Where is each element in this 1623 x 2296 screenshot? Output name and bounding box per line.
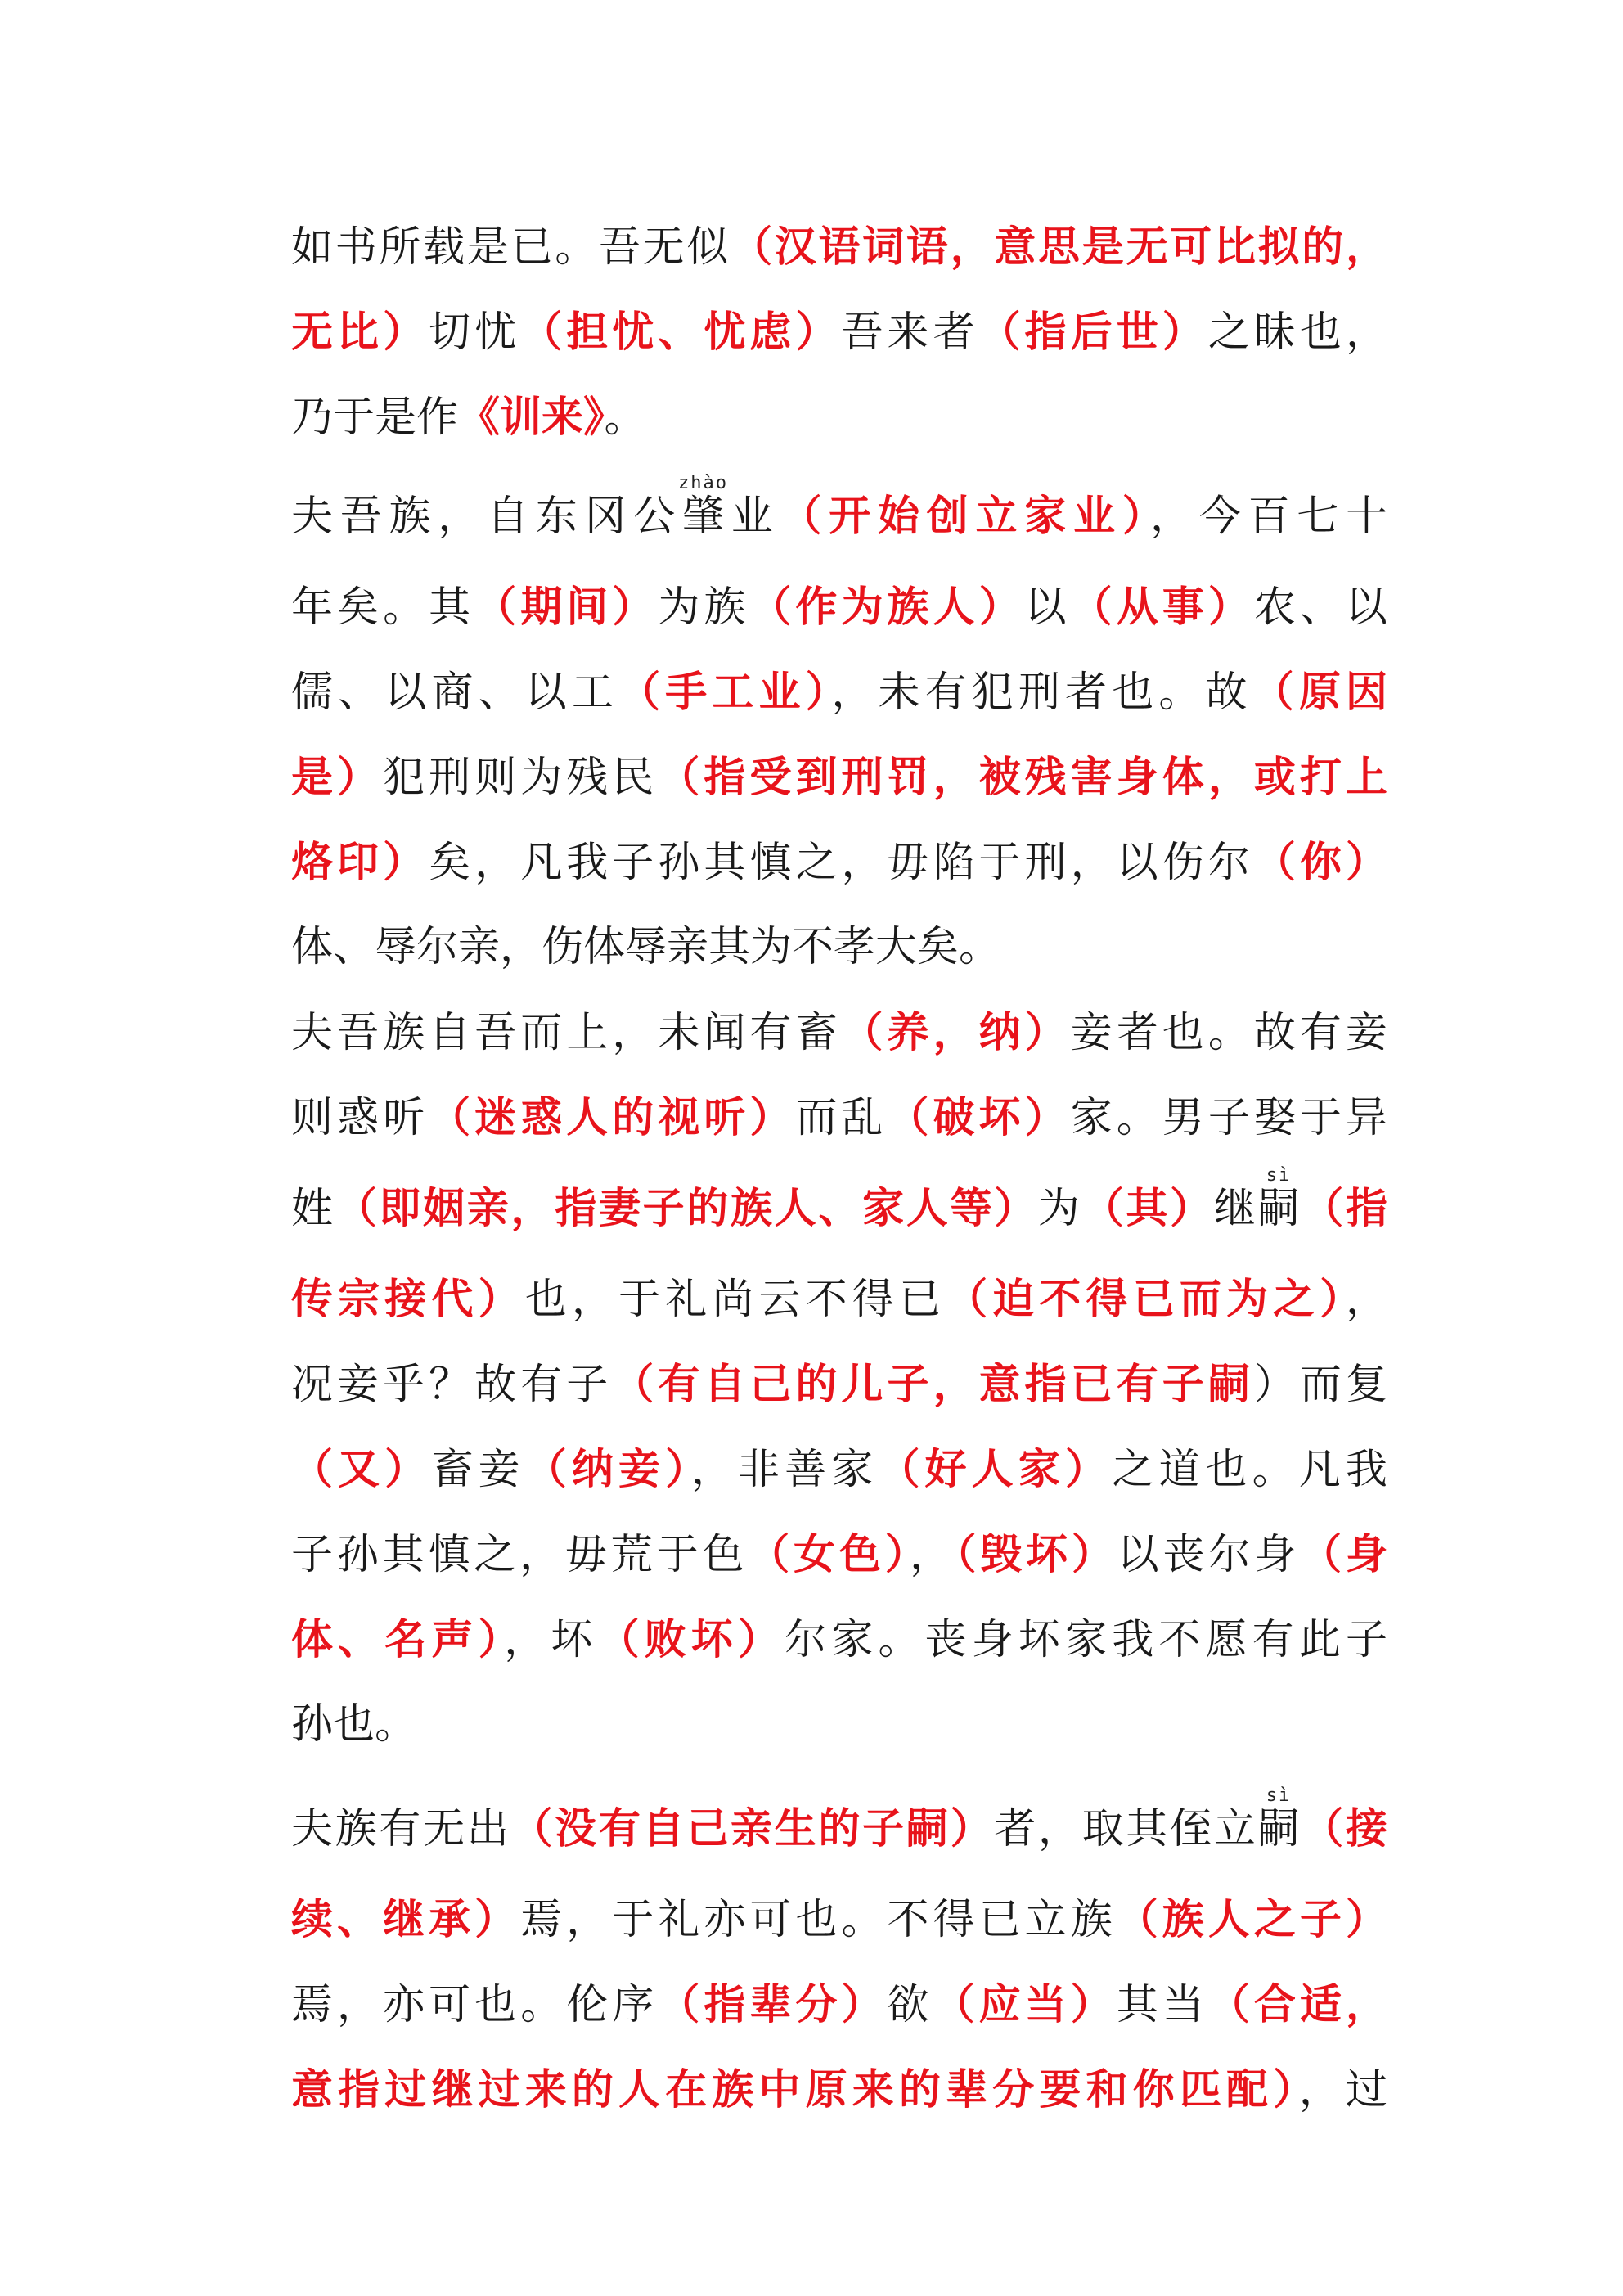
- annotation-text: 意指过继过来的人在族中原来的辈分要和你匹配）: [291, 2065, 1299, 2114]
- body-text: 如书所载是已。吾无似: [291, 223, 731, 272]
- text-line: [291, 735, 1387, 820]
- annotation-text: （你）: [1253, 838, 1387, 887]
- body-text: ，过: [1298, 2066, 1387, 2114]
- annotation-text: （原因: [1252, 668, 1387, 717]
- annotation-text: （又）: [291, 1445, 432, 1494]
- text-line: [291, 1427, 1387, 1512]
- annotation-text: （毁坏）: [955, 1530, 1117, 1579]
- annotation-text: （作为族人）: [749, 583, 1025, 632]
- body-text: 家。男子娶于异: [1070, 1094, 1387, 1142]
- body-text: 农、以: [1253, 583, 1387, 632]
- annotation-text: （养，纳）: [841, 1008, 1071, 1057]
- annotation-text: （纳妾）: [524, 1445, 691, 1494]
- annotation-text: （迫不得已而为之）: [946, 1275, 1346, 1324]
- body-text: 乃于是作: [291, 394, 459, 442]
- text-line: [291, 1342, 1387, 1427]
- annotation-text: 体、名声）: [291, 1615, 505, 1664]
- annotation-text: 无比）: [291, 308, 429, 357]
- text-line: [291, 1781, 1387, 1877]
- annotation-text: （手工业）: [618, 668, 832, 717]
- paragraph-no-concubine: [291, 990, 1387, 1767]
- text-line: [291, 1160, 1387, 1257]
- body-text: 矣，凡我子孙其慎之，毋陷于刑，以伤尔: [429, 839, 1254, 887]
- annotation-text: （身: [1300, 1530, 1387, 1579]
- body-text: 子孙其慎之，毋荒于色: [291, 1531, 749, 1579]
- text-line: [291, 650, 1387, 735]
- annotated-character: [678, 473, 728, 541]
- body-text: ，: [1345, 1276, 1387, 1324]
- annotation-text: （指辈分）: [658, 1980, 888, 2029]
- body-text: 夫吾族自吾而上，未闻有畜: [291, 1009, 842, 1057]
- annotation-text: （指: [1302, 1184, 1387, 1233]
- body-text: ，坏: [504, 1616, 598, 1664]
- paragraph-intro: [291, 205, 1387, 460]
- annotated-character: [1257, 1785, 1302, 1853]
- body-text: 体、辱尔亲，伤体辱亲其为不孝大矣。: [291, 923, 1001, 971]
- body-text: 业: [724, 493, 780, 541]
- text-line: [291, 820, 1387, 905]
- text-line: [291, 1877, 1387, 1962]
- body-text: 继: [1213, 1185, 1258, 1233]
- text-line: [291, 1682, 1387, 1767]
- text-line: [291, 1075, 1387, 1160]
- text-line: [291, 2047, 1387, 2132]
- pinyin-annotation: zhào: [678, 473, 728, 493]
- body-text: 之道也。凡我: [1112, 1446, 1387, 1494]
- body-text: 以: [1024, 583, 1071, 632]
- body-text: 也，于礼尚云不得已: [524, 1276, 946, 1324]
- body-text: 焉，于礼亦可也。不得已立族: [520, 1896, 1117, 1944]
- text-line: [291, 375, 1387, 460]
- body-text: 夫吾族，自东冈公: [291, 493, 682, 541]
- text-line: [291, 205, 1387, 290]
- text-line: [291, 1257, 1387, 1342]
- text-line: [291, 565, 1387, 650]
- body-text: ）而复: [1253, 1361, 1387, 1409]
- annotation-text: （指受到刑罚，被残害身体，或打上: [658, 753, 1387, 802]
- annotation-text: （女色）: [748, 1530, 910, 1579]
- body-text: 为: [1037, 1185, 1082, 1233]
- character: 嗣: [1257, 1185, 1302, 1233]
- text-line: [291, 1962, 1387, 2047]
- annotation-text: 传宗接代）: [291, 1275, 525, 1324]
- annotation-text: （有自己的儿子，意指已有子嗣: [612, 1360, 1254, 1409]
- body-text: 为族: [658, 583, 750, 632]
- annotation-text: （族人之子）: [1116, 1895, 1387, 1944]
- body-text: 其当: [1116, 1981, 1208, 2029]
- body-text: 儒、以商、以工: [291, 669, 619, 717]
- paragraph-no-crime: [291, 468, 1387, 990]
- annotation-text: （好人家）: [878, 1445, 1113, 1494]
- annotation-text: （败坏）: [597, 1615, 785, 1664]
- annotation-text: （破坏）: [887, 1093, 1071, 1142]
- text-line: [291, 1597, 1387, 1682]
- body-text: 孙也。: [291, 1700, 417, 1749]
- body-text: 年矣。其: [291, 583, 475, 632]
- body-text: 以丧尔身: [1117, 1531, 1301, 1579]
- body-text: ，非善家: [690, 1446, 879, 1494]
- annotation-text: （合适，: [1207, 1980, 1387, 2029]
- character: 肇: [678, 493, 728, 541]
- annotation-text: 续、继承）: [291, 1895, 521, 1944]
- pinyin-annotation: sì: [1257, 1785, 1300, 1806]
- annotated-character: [1257, 1165, 1302, 1233]
- text-line: [291, 290, 1387, 375]
- annotation-text: （汉语词语，意思是无可比拟的，: [731, 223, 1387, 272]
- body-text: 之昧也，: [1207, 308, 1387, 357]
- body-text: 焉，亦可也。伦序: [291, 1981, 659, 2029]
- body-text: ，今百七十: [1149, 493, 1387, 541]
- body-text: 者，取其侄立: [994, 1805, 1258, 1853]
- paragraph-adoption: [291, 1781, 1387, 2132]
- body-text: 姓: [291, 1185, 335, 1233]
- annotation-text: （应当）: [933, 1980, 1117, 2029]
- annotation-text: 是）: [291, 753, 384, 802]
- text-line: [291, 1512, 1387, 1597]
- body-text: ，: [910, 1531, 955, 1579]
- body-text: 则惑听: [291, 1094, 429, 1142]
- body-text: 欲: [887, 1981, 933, 2029]
- text-line: [291, 905, 1387, 990]
- annotation-text: （接: [1302, 1804, 1387, 1853]
- annotation-text: （没有自己亲生的子嗣）: [510, 1804, 995, 1853]
- character: 嗣: [1257, 1805, 1302, 1853]
- annotation-text: （指后世）: [978, 308, 1208, 357]
- annotation-text: （从事）: [1070, 583, 1254, 632]
- annotation-text: （担忧、忧虑）: [520, 308, 842, 357]
- body-text: 夫族有无出: [291, 1805, 511, 1853]
- text-line: [291, 990, 1387, 1075]
- body-text: 。: [604, 394, 646, 442]
- text-line: [291, 468, 1387, 565]
- body-text: 畜妾: [431, 1446, 525, 1494]
- body-text: 切忧: [429, 308, 521, 357]
- annotation-text: （其）: [1081, 1184, 1214, 1233]
- body-text: 妾者也。故有妾: [1070, 1009, 1387, 1057]
- body-text: 尔家。丧身坏家我不愿有此子: [785, 1616, 1387, 1664]
- document-page: [291, 205, 1387, 2132]
- body-text: 吾来者: [841, 308, 979, 357]
- annotation-text: （即姻亲，指妻子的族人、家人等）: [335, 1184, 1038, 1233]
- annotation-text: （期间）: [474, 583, 659, 632]
- body-text: 犯刑则为残民: [383, 754, 659, 802]
- annotation-text: 烙印）: [291, 838, 429, 887]
- pinyin-annotation: sì: [1257, 1165, 1300, 1186]
- body-text: 而乱: [795, 1094, 888, 1142]
- annotation-text: （迷惑人的视听）: [429, 1093, 796, 1142]
- annotation-text: 《训来》: [458, 393, 605, 442]
- body-text: 况妾乎？故有子: [291, 1361, 613, 1409]
- annotation-text: （开始创立家业）: [780, 492, 1150, 541]
- body-text: ，未有犯刑者也。故: [831, 669, 1252, 717]
